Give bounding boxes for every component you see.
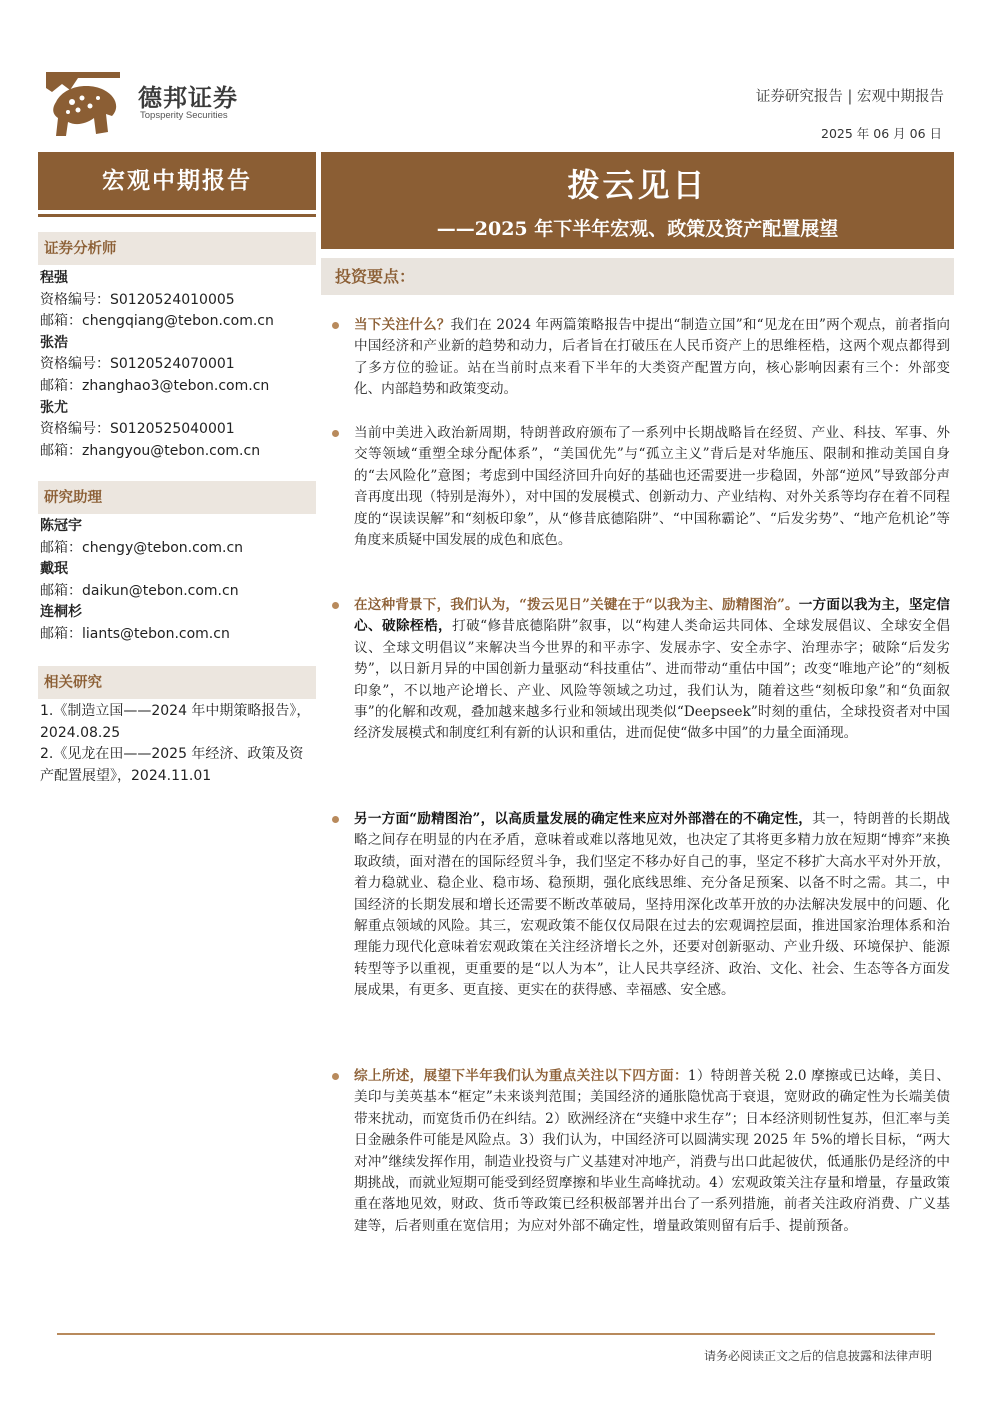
- report-type: 证券研究报告 | 宏观中期报告: [755, 89, 944, 105]
- bullet-dot-icon: [332, 430, 339, 437]
- assistant-name: 戴珉: [40, 561, 68, 578]
- bullet-dot-icon: [332, 322, 339, 329]
- key-point-body: 当前中美进入政治新周期，特朗普政府颁布了一系列中长期战略旨在经贸、产业、科技、军事、外交等领域“重塑全球分配体系”，“美国优先”与“孤立主义”背后是对华施压、限制和推动美国自身的“去风险化”意图；考虑到中国经济回升向好的基础也还需要进一步稳固，外部“逆风”导致部分声音再度出现（特别是海外），对中国的发展模式、创新动力、产业结构、对外关系等均存在着不同程度的“误读误解”和“刻板印象”，从“修昔底德陷阱”、“中国称霸论”、“后发劣势”、“地产危机论”等角度来质疑中国发展的成色和底色。: [354, 425, 950, 549]
- key-point-lead-bold: 一方面以我为主，坚定信心、破除桎梏，: [354, 597, 951, 635]
- assistant-email[interactable]: 邮箱：daikun@tebon.com.cn: [40, 582, 239, 599]
- analyst-cert: 资格编号：S0120524010005: [40, 291, 235, 308]
- analysts-heading: 证券分析师: [38, 232, 316, 265]
- assistant-list: [40, 516, 320, 646]
- key-point-lead: 综上所述，展望下半年我们认为重点关注以下四方面：: [354, 1068, 688, 1084]
- left-banner: 宏观中期报告: [38, 152, 316, 210]
- analyst-name: 程强: [40, 270, 68, 286]
- analyst-cert: 资格编号：S0120525040001: [40, 421, 235, 438]
- analyst-name: 张浩: [40, 334, 68, 351]
- analyst-email[interactable]: 邮箱：zhangyou@tebon.com.cn: [40, 442, 261, 459]
- analyst-list: [40, 268, 320, 462]
- assistant-name: 陈冠宇: [40, 518, 82, 534]
- analyst-name: 张尤: [40, 399, 68, 416]
- related-item[interactable]: 1.《制造立国——2024 年中期策略报告》，2024.08.25: [40, 703, 311, 741]
- related-list: [40, 701, 316, 787]
- analyst-email[interactable]: 邮箱：zhanghao3@tebon.com.cn: [40, 377, 270, 394]
- analyst-cert: 资格编号：S0120524070001: [40, 356, 235, 373]
- related-heading: 相关研究: [38, 666, 316, 699]
- bullet-dot-icon: [332, 602, 339, 609]
- key-point-body: 1）特朗普关税 2.0 摩擦或已达峰，美日、美印与美英基本“框定”未来谈判范围；美国经济的通胀隐忧高于衰退，宽财政的确定性为长端美债带来扰动，而宽货币仍在纠结。2）欧洲经济在“夹缝中求生存”；日本经济则韧性复苏，但汇率与美日金融条件可能是风险点。3）我们认为，中国经济可以圆满实现 2025 年 5%的增长目标，“两大对冲”继续发挥作用，制造业投资与广义基建对冲地产，消费与出口此起彼伏，低通胀仍是经济的中期挑战，而就业短期可能受到经贸摩擦和毕业生高峰扰动。4）宏观政策关注存量和增量，存量政策重在落地见效，财政、货币等政策已经积极部署并出台了一系列措施，前者关注政府消费、广义基建等，后者则重在宽信用；为应对外部不确定性，增量政策则留有后手、提前预备。: [354, 1068, 950, 1234]
- assistants-heading: 研究助理: [38, 481, 316, 514]
- key-point-lead: 当下关注什么？: [354, 317, 451, 333]
- key-point-body: 其一，特朗普的长期战略之间存在明显的内在矛盾，意味着或难以落地见效，也决定了其将更多精力放在短期“博弈”来换取政绩，面对潜在的国际经贸斗争，我们坚定不移办好自己的事，坚定不移扩大高水平对外开放，着力稳就业、稳企业、稳市场、稳预期，强化底线思维、充分备足预案、以备不时之需。其二，中国经济的长期发展和增长还需要不断改革破局，坚持用深化改革开放的办法解决发展中的问题、化解重点领域的风险。其三，宏观政策不能仅仅局限在过去的宏观调控层面，推进国家治理体系和治理能力现代化意味着宏观政策在关注经济增长之外，还要对创新驱动、产业升级、环境保护、能源转型等予以重视，更重要的是“以人为本”，让人民共享经济、政治、文化、社会、生态等各方面发展成果，有更多、更直接、更实在的获得感、幸福感、安全感。: [354, 811, 951, 999]
- company-name: 德邦证券: [138, 84, 238, 112]
- bullet-dot-icon: [332, 816, 339, 823]
- key-point-lead: 在这种背景下，我们认为，“拨云见日”关键在于“以我为主、励精图治”。: [354, 597, 799, 613]
- report-date: 2025 年 06 月 06 日: [821, 126, 942, 141]
- bullet-dot-icon: [332, 1073, 339, 1080]
- left-banner-rule: [38, 214, 316, 217]
- assistant-email[interactable]: 邮箱：chengy@tebon.com.cn: [40, 539, 244, 556]
- key-point-body: 打破“修昔底德陷阱”叙事，以“构建人类命运共同体、全球发展倡议、全球安全倡议、全球文明倡议”来解决当今世界的和平赤字、发展赤字、安全赤字、治理赤字；破除“后发劣势”，以日新月异的中国创新力量驱动“科技重估”、进而带动“重估中国”；改变“唯地产论”的“刻板印象”，不以地产论增长、产业、风险等领域之功过，我们认为，随着这些“刻板印象”和“负面叙事”的化解和改观，叠加越来越多行业和领域出现类似“Deepseek”时刻的重估，全球投资者对中国经济发展模式和制度红利有新的认识和重估，进而促使“做多中国”的力量全面涌现。: [354, 618, 950, 742]
- title-banner: [321, 152, 954, 249]
- report-title: 拨云见日: [567, 166, 708, 204]
- footer-rule: [57, 1333, 935, 1335]
- key-point-body: 我们在 2024 年两篇策略报告中提出“制造立国”和“见龙在田”两个观点，前者指向中国经济和产业新的趋势和动力，后者旨在打破压在人民币资产上的思维桎梏，这两个观点都得到了多方位的验证。站在当前时点来看下半年的大类资产配置方向，核心影响因素有三个：外部变化、内部趋势和政策变动。: [354, 317, 950, 398]
- company-name-en: Topsperity Securities: [140, 110, 228, 121]
- key-point-lead-bold: 另一方面“励精图治”，以高质量发展的确定性来应对外部潜在的不确定性，: [354, 811, 813, 827]
- analyst-email[interactable]: 邮箱：chengqiang@tebon.com.cn: [40, 313, 274, 330]
- footer-disclaimer[interactable]: 请务必阅读正文之后的信息披露和法律声明: [703, 1349, 932, 1363]
- related-item[interactable]: 2.《见龙在田——2025 年经济、政策及资产配置展望》，2024.11.01: [40, 746, 304, 784]
- assistant-email[interactable]: 邮箱：liants@tebon.com.cn: [40, 625, 230, 642]
- assistant-name: 连桐杉: [40, 604, 82, 621]
- company-logo: [42, 68, 272, 144]
- leopard-logo-icon: [42, 68, 124, 140]
- report-subtitle: ——2025 年下半年宏观、政策及资产配置展望: [436, 218, 839, 240]
- key-points-heading: 投资要点：: [321, 258, 954, 295]
